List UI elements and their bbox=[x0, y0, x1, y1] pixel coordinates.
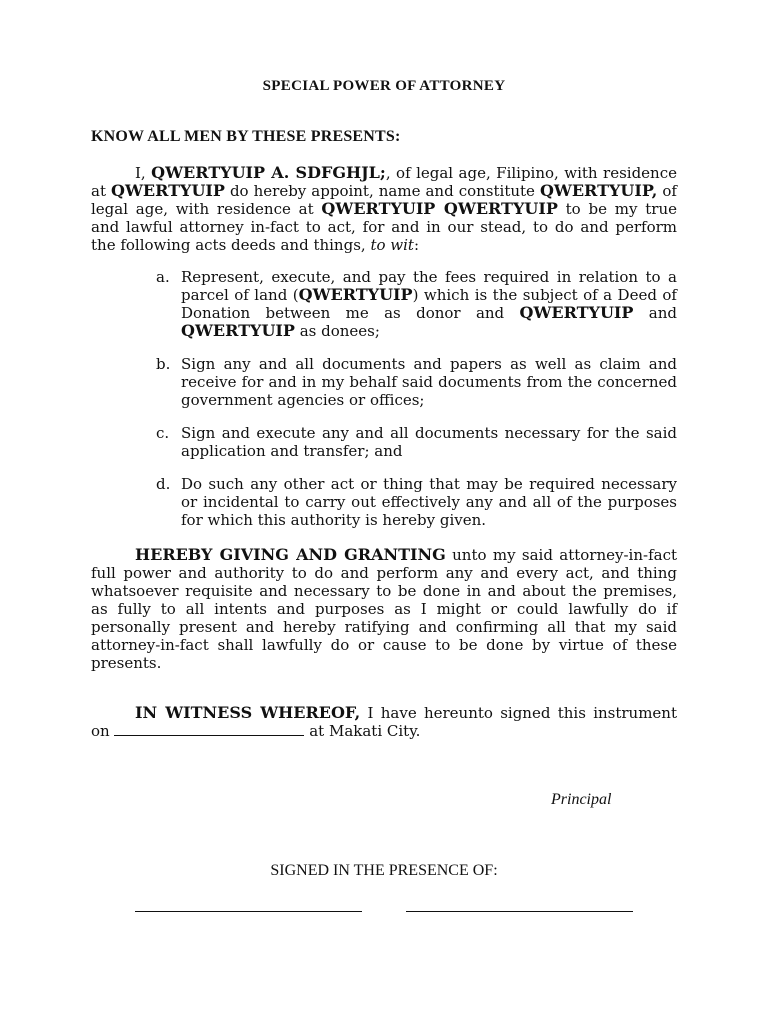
witness-signature-line[interactable] bbox=[406, 911, 633, 912]
powers-list bbox=[156, 268, 677, 544]
appointment-paragraph: I, QWERTYUIP A. SDFGHJL;, of legal age, Filipino, with residence at QWERTYUIP do hereby appoint, name and constitute QWERTYUIP, of legal age, with residence at QWERTYUIP QWERTYUIP to be my true and lawful attorney in-fact to act, for and in our stead, to do and perform the following acts deeds and things, to wit: bbox=[91, 163, 677, 254]
principal-name: QWERTYUIP A. SDFGHJL; bbox=[151, 163, 386, 182]
list-item: a. Represent, execute, and pay the fees required in relation to a parcel of land (QWERTYUIP) which is the subject of a Deed of Donation between me as donor and QWERTYUIP and QWERTYUIP as donees; bbox=[156, 268, 677, 340]
list-item: b. Sign any and all documents and papers as well as claim and receive for and in my behalf said documents from the concerned government agencies or offices; bbox=[156, 355, 677, 409]
date-blank-line[interactable] bbox=[114, 723, 304, 736]
list-item: d. Do such any other act or thing that may be required necessary or incidental to carry out effectively any and all of the purposes for which this authority is hereby given. bbox=[156, 475, 677, 529]
principal-residence: QWERTYUIP bbox=[111, 181, 225, 200]
attorney-name: QWERTYUIP, bbox=[539, 181, 658, 200]
signed-in-presence-label: SIGNED IN THE PRESENCE OF: bbox=[270, 862, 498, 879]
attorney-residence: QWERTYUIP QWERTYUIP bbox=[321, 199, 558, 218]
list-item: c. Sign and execute any and all documents necessary for the said application and transfer; and bbox=[156, 424, 677, 460]
witness-paragraph: IN WITNESS WHEREOF, I have hereunto signed this instrument on at Makati City. bbox=[91, 703, 677, 740]
grant-paragraph: HEREBY GIVING AND GRANTING unto my said attorney-in-fact full power and authority to do and perform any and every act, and thing whatsoever requisite and necessary to be done in and about the premises, as fully to all intents and purposes as I might or could lawfully do if personally present and hereby ratifying and confirming all that my said attorney-in-fact shall lawfully do or cause to be done by virtue of these presents. bbox=[91, 545, 677, 672]
document-title: SPECIAL POWER OF ATTORNEY bbox=[262, 78, 506, 94]
principal-label: Principal bbox=[551, 791, 612, 808]
witness-signature-line[interactable] bbox=[135, 911, 362, 912]
preamble-heading: KNOW ALL MEN BY THESE PRESENTS: bbox=[91, 128, 401, 145]
